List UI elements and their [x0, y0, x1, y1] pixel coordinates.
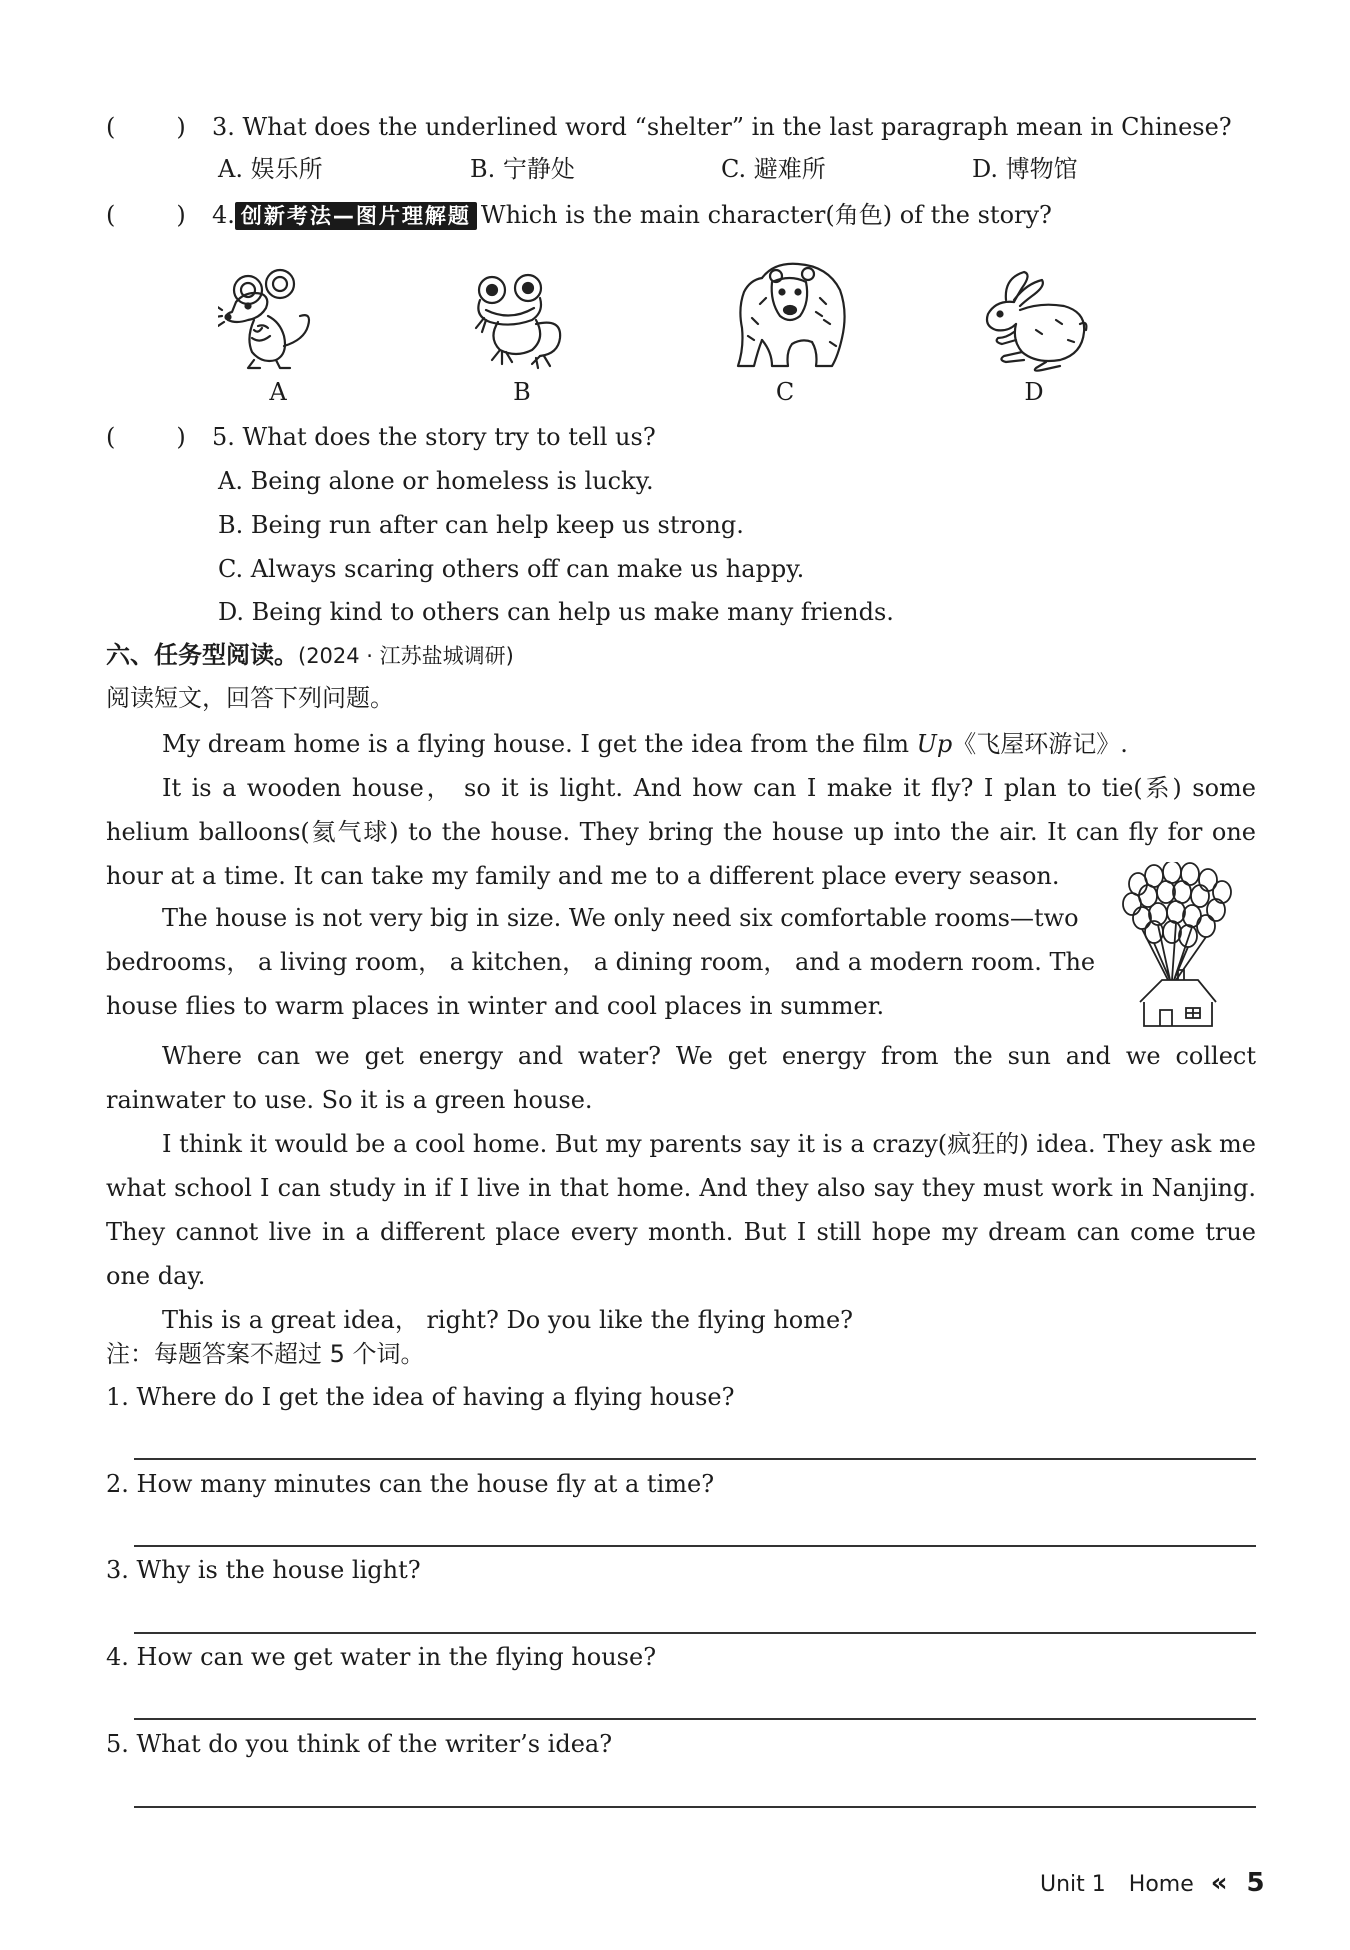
answer-line-2[interactable]	[134, 1545, 1256, 1547]
passage-p1-start: My dream home is a flying house. I get the idea from the film	[162, 730, 917, 758]
passage-paragraph-6: This is a great idea， right? Do you like the flying home?	[162, 1306, 854, 1334]
film-title: Up	[916, 730, 953, 758]
section-six-title	[106, 638, 514, 673]
answer-line-3[interactable]	[134, 1632, 1256, 1634]
balloon-house-icon	[1120, 862, 1240, 1030]
answer-note: 注：每题答案不超过 5 个词。	[106, 1340, 425, 1368]
q5-option-d: D. Being kind to others can help us make many friends.	[218, 598, 894, 626]
passage-paragraph-1	[106, 722, 1256, 766]
question-4: 4. How can we get water in the flying house?	[106, 1643, 657, 1671]
question-3: 3. Why is the house light?	[106, 1556, 421, 1584]
q4-innovation-badge: 创新考法—图片理解题	[235, 202, 477, 230]
picture-label-b: B	[513, 378, 531, 406]
frog-icon[interactable]	[470, 272, 574, 370]
q3-option-c: C. 避难所	[721, 155, 826, 183]
q3-text: 3. What does the underlined word “shelter” in the last paragraph mean in Chinese?	[212, 113, 1232, 141]
passage-paragraph-2: It is a wooden house， so it is light. And how can I make it fly? I plan to tie(系) some helium balloons(氦气球) to the house. They bring the house up into the air. It can fly for one hour at a time. It can take my family and me to a different place every season.	[106, 774, 1256, 890]
page-number: 5	[1246, 1868, 1265, 1898]
q5-option-c: C. Always scaring others off can make us happy.	[218, 555, 805, 583]
bear-icon[interactable]	[732, 258, 848, 372]
footer-title: Home	[1128, 1872, 1194, 1897]
q5-answer-bracket[interactable]: ( )	[106, 423, 186, 451]
picture-label-a: A	[269, 378, 287, 406]
mouse-icon[interactable]	[218, 268, 330, 372]
q3-answer-bracket[interactable]: ( )	[106, 113, 186, 141]
q3-option-b: B. 宁静处	[470, 155, 575, 183]
section-six-source: (2024 · 江苏盐城调研)	[298, 644, 514, 668]
q4-line	[212, 199, 1052, 231]
passage-p1-end: 《飞屋环游记》.	[952, 730, 1128, 758]
footer-unit: Unit 1	[1040, 1872, 1106, 1897]
answer-line-5[interactable]	[134, 1806, 1256, 1808]
rabbit-icon[interactable]	[976, 270, 1088, 372]
q4-answer-bracket[interactable]: ( )	[106, 201, 186, 229]
q3-option-d: D. 博物馆	[972, 155, 1078, 183]
page-footer	[1040, 1868, 1265, 1900]
question-1: 1. Where do I get the idea of having a flying house?	[106, 1383, 735, 1411]
answer-line-4[interactable]	[134, 1718, 1256, 1720]
q5-option-a: A. Being alone or homeless is lucky.	[218, 467, 654, 495]
passage-paragraph-3-line-2: bedrooms， a living room， a kitchen， a dining room， and a modern room. The	[106, 948, 1096, 976]
picture-label-d: D	[1024, 378, 1044, 406]
q4-text: Which is the main character(角色) of the story?	[480, 201, 1052, 229]
q4-number: 4.	[212, 201, 235, 229]
question-2: 2. How many minutes can the house fly at a time?	[106, 1470, 715, 1498]
section-six-instruction: 阅读短文，回答下列问题。	[106, 684, 394, 712]
passage-paragraph-5: I think it would be a cool home. But my parents say it is a crazy(疯狂的) idea. They ask me what school I can study in if I live in that home. And they also say they must work in Nanjing. They cannot live in a different place every month. But I still hope my dream can come true one day.	[106, 1130, 1256, 1290]
q3-option-a: A. 娱乐所	[218, 155, 323, 183]
passage-paragraph-3-line-3: house flies to warm places in winter and cool places in summer.	[106, 992, 885, 1020]
q5-option-b: B. Being run after can help keep us strong.	[218, 511, 744, 539]
passage-paragraph-4: Where can we get energy and water? We get energy from the sun and we collect rainwater to use. So it is a green house.	[106, 1042, 1256, 1114]
section-six-heading: 六、任务型阅读。	[106, 641, 298, 669]
picture-label-c: C	[775, 378, 795, 406]
answer-line-1[interactable]	[134, 1458, 1256, 1460]
q5-text: 5. What does the story try to tell us?	[212, 423, 656, 451]
footer-arrows-icon: «	[1210, 1868, 1228, 1898]
question-5: 5. What do you think of the writer’s idea?	[106, 1730, 613, 1758]
passage-paragraph-3-line-1: The house is not very big in size. We only need six comfortable rooms—two	[162, 904, 1079, 932]
